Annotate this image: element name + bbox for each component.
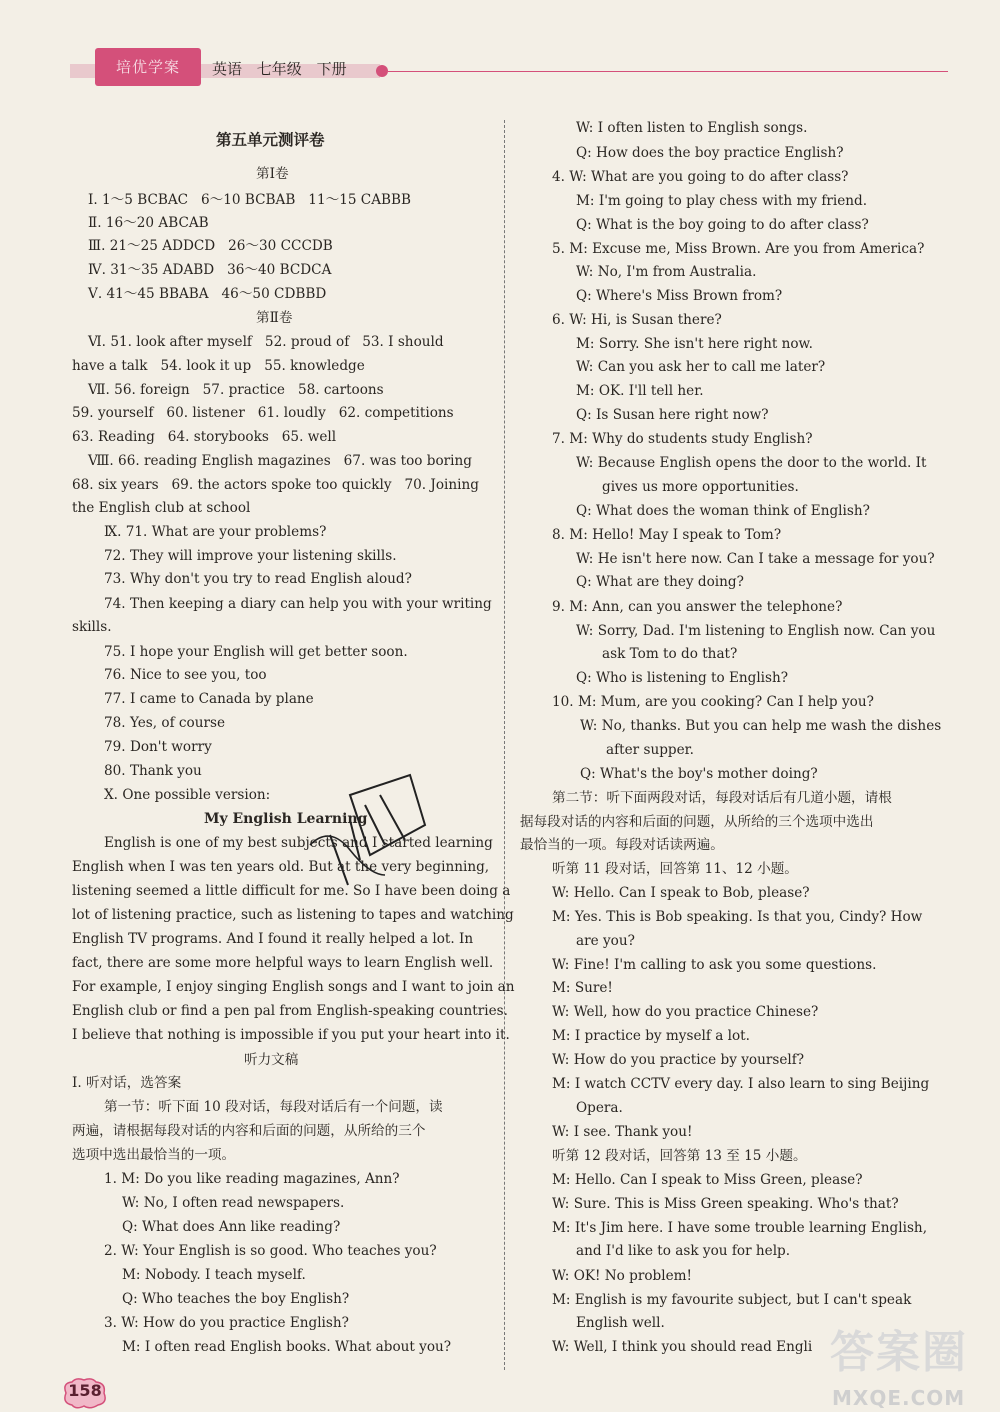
answer-line: Ⅱ. 16～20 ABCAB [88,215,209,231]
instruction-line: 选项中选出最恰当的一项。 [72,1147,236,1163]
header-rule [388,71,948,72]
stamp-scribble [290,765,450,915]
instruction-line: 最恰当的一项。每段对话读两遍。 [520,837,724,853]
instruction-line: 据每段对话的内容和后面的问题，从所给的三个选项中选出 [520,814,874,830]
script-line: M: I practice by myself a lot. [552,1028,750,1044]
script-line: Q: What is the boy going to do after class? [576,217,869,233]
answer-line: 59. yourself 60. listener 61. loudly 62. competitions [72,405,454,421]
answer-line: Ⅹ. One possible version: [104,787,271,803]
script-line: are you? [576,933,635,949]
script-line: W: Can you ask her to call me later? [576,359,826,375]
script-line: 1. M: Do you like reading magazines, Ann? [104,1171,400,1187]
script-line: 9. M: Ann, can you answer the telephone? [552,599,843,615]
answer-line: 63. Reading 64. storybooks 65. well [72,429,337,445]
script-line: and I'd like to ask you for help. [576,1243,791,1259]
answer-line: 74. Then keeping a diary can help you with your writing [104,596,492,612]
answer-line: 80. Thank you [104,763,202,779]
script-line: Q: What does the woman think of English? [576,503,870,519]
header-dot [376,65,388,77]
page-number: 158 [68,1381,102,1400]
script-line: Q: Who teaches the boy English? [122,1291,350,1307]
script-line: M: English is my favourite subject, but I can't speak [552,1292,912,1308]
script-line: Q: What does Ann like reading? [122,1219,341,1235]
script-line: W: No, thanks. But you can help me wash the dishes [580,718,942,734]
script-line: W: I often listen to English songs. [576,120,808,136]
answer-line: the English club at school [72,500,251,516]
answer-line: Ⅴ. 41～45 BBABA 46～50 CDBBD [88,286,327,302]
script-line: W: OK! No problem! [552,1268,693,1284]
part-heading: 第Ⅰ卷 [256,166,289,182]
column-divider [504,120,505,1370]
watermark [812,1322,992,1408]
script-line: W: Because English opens the door to the world. It [576,455,927,471]
script-line: W: I see. Thank you! [552,1124,693,1140]
answer-line: Ⅲ. 21～25 ADDCD 26～30 CCCDB [88,238,333,254]
answer-line: Ⅳ. 31～35 ADABD 36～40 BCDCA [88,262,332,278]
script-line: 5. M: Excuse me, Miss Brown. Are you from America? [552,241,925,257]
script-line: gives us more opportunities. [602,479,799,495]
script-line: W: How do you practice by yourself? [552,1052,805,1068]
answer-line: 76. Nice to see you, too [104,667,267,683]
essay-line: listening seemed a little difficult for me. So I have been doing a [72,883,511,899]
script-line: W: No, I often read newspapers. [122,1195,345,1211]
script-line: Q: How does the boy practice English? [576,145,844,161]
script-line: W: Sure. This is Miss Green speaking. Who's that? [552,1196,899,1212]
script-line: Q: What are they doing? [576,574,744,590]
script-heading: 听力文稿 [244,1052,299,1068]
script-line: M: It's Jim here. I have some trouble learning English, [552,1220,928,1236]
answer-line: Ⅰ. 1～5 BCBAC 6～10 BCBAB 11～15 CABBB [88,192,411,208]
answer-line: 68. six years 69. the actors spoke too quickly 70. Joining [72,477,479,493]
script-line: 4. W: What are you going to do after class? [552,169,849,185]
script-line: W: Fine! I'm calling to ask you some questions. [552,957,877,973]
script-line: W: He isn't here now. Can I take a message for you? [576,551,935,567]
script-line: M: Hello. Can I speak to Miss Green, please? [552,1172,863,1188]
grade-label: 七年级 [256,60,302,78]
script-line: 7. M: Why do students study English? [552,431,813,447]
script-line: Ⅰ. 听对话，选答案 [72,1075,182,1091]
instruction-line: 听第 12 段对话，回答第 13 至 15 小题。 [552,1148,807,1164]
script-line: 10. M: Mum, are you cooking? Can I help you? [552,694,874,710]
answer-line: 73. Why don't you try to read English aloud? [104,571,412,587]
watermark-badge: 答案圈 [830,1327,968,1378]
script-line: M: I watch CCTV every day. I also learn to sing Beijing [552,1076,930,1092]
instruction-line: 第一节：听下面 10 段对话，每段对话后有一个问题，读 [104,1099,443,1115]
page-number-badge [60,1377,110,1409]
script-line: Q: Who is listening to English? [576,670,789,686]
script-line: English well. [576,1315,665,1331]
answer-line: Ⅸ. 71. What are your problems? [104,524,327,540]
section-title: 第五单元测评卷 [216,130,325,149]
brand-tab [95,48,201,86]
answer-line: Ⅵ. 51. look after myself 52. proud of 53. I should [88,334,444,350]
essay-line: fact, there are some more helpful ways to learn English well. [72,955,494,971]
script-line: W: Hello. Can I speak to Bob, please? [552,885,810,901]
script-line: W: No, I'm from Australia. [576,264,757,280]
volume-label: 下册 [316,60,347,78]
script-line: M: OK. I'll tell her. [576,383,704,399]
script-line: Q: Is Susan here right now? [576,407,769,423]
script-line: M: I often read English books. What about you? [122,1339,452,1355]
script-line: Opera. [576,1100,623,1116]
answer-line: 78. Yes, of course [104,715,226,731]
answer-line: skills. [72,619,112,635]
header-subtitle [212,58,357,79]
part-heading: 第Ⅱ卷 [256,310,293,326]
watermark-url: MXQE.COM [832,1386,966,1410]
script-line: M: Sure! [552,980,613,996]
script-line: after supper. [606,742,694,758]
essay-line: For example, I enjoy singing English songs and I want to join an [72,979,515,995]
script-line: 2. W: Your English is so good. Who teaches you? [104,1243,437,1259]
script-line: Q: What's the boy's mother doing? [580,766,818,782]
subject-label: 英语 [212,60,243,78]
essay-line: I believe that nothing is impossible if you put your heart into it. [72,1027,510,1043]
essay-title: My English Learning [204,811,368,827]
script-line: M: I'm going to play chess with my friend. [576,193,868,209]
answer-line: Ⅶ. 56. foreign 57. practice 58. cartoons [88,382,384,398]
essay-line: English is one of my best subjects and I started learning [104,835,493,851]
script-line: M: Nobody. I teach myself. [122,1267,306,1283]
instruction-line: 第二节：听下面两段对话，每段对话后有几道小题，请根 [552,790,892,806]
essay-line: English TV programs. And I found it really helped a lot. In [72,931,474,947]
script-line: 6. W: Hi, is Susan there? [552,312,722,328]
instruction-line: 听第 11 段对话，回答第 11、12 小题。 [552,861,798,877]
brand-label: 培优学案 [115,58,180,76]
answer-line: have a talk 54. look it up 55. knowledge [72,358,365,374]
essay-line: English when I was ten years old. But at the very beginning, [72,859,490,875]
script-line: W: Well, how do you practice Chinese? [552,1004,819,1020]
script-line: Q: Where's Miss Brown from? [576,288,783,304]
instruction-line: 两遍，请根据每段对话的内容和后面的问题，从所给的三个 [72,1123,426,1139]
script-line: ask Tom to do that? [602,646,738,662]
answer-line: 77. I came to Canada by plane [104,691,314,707]
script-line: 3. W: How do you practice English? [104,1315,349,1331]
answer-line: 75. I hope your English will get better soon. [104,644,408,660]
script-line: 8. M: Hello! May I speak to Tom? [552,527,782,543]
script-line: W: Well, I think you should read Engli [552,1339,813,1355]
essay-line: English club or find a pen pal from English-speaking countries. [72,1003,508,1019]
answer-line: Ⅷ. 66. reading English magazines 67. was too boring [88,453,472,469]
script-line: M: Sorry. She isn't here right now. [576,336,813,352]
essay-line: lot of listening practice, such as listening to tapes and watching [72,907,514,923]
script-line: W: Sorry, Dad. I'm listening to English now. Can you [576,623,936,639]
answer-line: 79. Don't worry [104,739,212,755]
script-line: M: Yes. This is Bob speaking. Is that you, Cindy? How [552,909,923,925]
answer-line: 72. They will improve your listening skills. [104,548,397,564]
